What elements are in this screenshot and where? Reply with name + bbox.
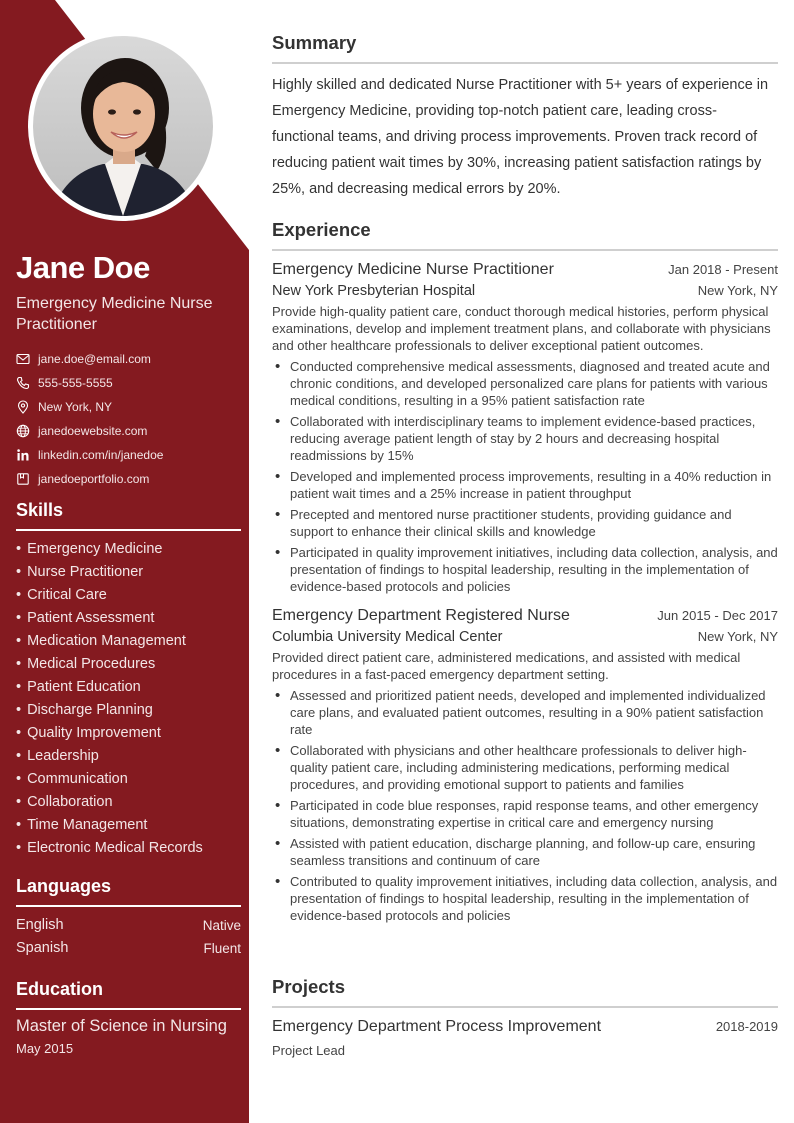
skill-item: • Leadership (16, 745, 241, 768)
skill-item: • Emergency Medicine (16, 538, 241, 561)
skill-item: • Electronic Medical Records (16, 837, 241, 860)
skill-item: • Time Management (16, 814, 241, 837)
contact-phone-text: 555-555-5555 (38, 376, 113, 390)
projects-heading: Projects (272, 976, 778, 1008)
list-item: • Contributed to quality improvement initiatives, including data collection, analysis, and presentation of findings to hospital leadership, resulting in the implementation of evidence-based protocols and policies (272, 873, 778, 924)
projects-section (272, 976, 778, 1059)
education-date: May 2015 (16, 1041, 74, 1056)
list-item: • Developed and implemented process improvements, resulting in a 40% reduction in patient wait times and a 25% increase in patient throughput (272, 468, 778, 502)
job-title: Emergency Medicine Nurse Practitioner (272, 261, 554, 278)
summary-heading: Summary (272, 32, 778, 64)
skill-item: • Patient Assessment (16, 607, 241, 630)
contact-portfolio-text: janedoeportfolio.com (38, 472, 150, 486)
job-company: Columbia University Medical Center (272, 629, 503, 645)
job-description: Provide high-quality patient care, conduct thorough medical histories, perform physical examinations, develop and implement treatment plans, and collaborate with physicians and other healthcare professionals to deliver exceptional patient outcomes. (272, 304, 771, 353)
contact-email-text: jane.doe@email.com (38, 352, 151, 366)
job-location: New York, NY (697, 283, 778, 298)
contact-linkedin[interactable] (16, 443, 241, 467)
summary-section (272, 32, 778, 202)
job-date: Jan 2018 - Present (668, 262, 778, 277)
list-item: • Participated in code blue responses, rapid response teams, and other emergency situations, demonstrating expertise in critical care and emergency nursing (272, 797, 778, 831)
list-item: • Assisted with patient education, discharge planning, and follow-up care, ensuring seamless transitions and continuum of care (272, 835, 778, 869)
contact-website[interactable] (16, 419, 241, 443)
contact-location (16, 395, 241, 419)
sidebar (0, 0, 249, 1123)
contact-phone[interactable] (16, 371, 241, 395)
skill-item: • Communication (16, 768, 241, 791)
skill-item: • Collaboration (16, 791, 241, 814)
contact-portfolio[interactable] (16, 467, 241, 491)
candidate-name: Jane Doe (16, 250, 150, 285)
education-degree: Master of Science in Nursing (16, 1017, 227, 1035)
list-item: • Conducted comprehensive medical assessments, diagnosed and treated acute and chronic conditions, and developed personalized care plans for patients with various medical conditions, resulting in a 95% patient satisfaction rate (272, 358, 778, 409)
job-location: New York, NY (697, 629, 778, 644)
contact-list (16, 347, 241, 491)
list-item: • Collaborated with physicians and other healthcare professionals to deliver high-quality patient care, including administering medications, performing medical procedures, and providing emotional support to patients and families (272, 742, 778, 793)
contact-location-text: New York, NY (38, 400, 113, 414)
portfolio-icon (16, 472, 30, 486)
avatar (33, 36, 213, 216)
project-role: Project Lead (272, 1043, 345, 1058)
contact-website-text: janedoewebsite.com (38, 424, 148, 438)
skill-item: • Medical Procedures (16, 653, 241, 676)
job-bullets (272, 687, 778, 924)
email-icon (16, 352, 30, 366)
profile-photo-frame (28, 31, 218, 221)
job-title: Emergency Department Registered Nurse (272, 607, 570, 624)
job-entry (272, 607, 778, 924)
list-item: • Collaborated with interdisciplinary teams to implement evidence-based practices, reducing average patient length of stay by 2 hours and decreasing hospital readmissions by 15% (272, 413, 778, 464)
phone-icon (16, 376, 30, 390)
skill-item: • Critical Care (16, 584, 241, 607)
job-description: Provided direct patient care, administered medications, and assisted with medical procedures in a fast-paced emergency department setting. (272, 650, 741, 682)
candidate-headline: Emergency Medicine Nurse Practitioner (16, 295, 213, 333)
skill-item: • Medication Management (16, 630, 241, 653)
skills-section (16, 500, 241, 860)
location-pin-icon (16, 400, 30, 414)
job-date: Jun 2015 - Dec 2017 (657, 608, 778, 623)
job-company: New York Presbyterian Hospital (272, 283, 476, 299)
job-entry (272, 261, 778, 595)
languages-section (16, 876, 241, 960)
project-title: Emergency Department Process Improvement (272, 1018, 602, 1035)
linkedin-icon (16, 448, 30, 462)
experience-section (272, 219, 778, 928)
education-section (16, 979, 241, 1056)
language-row (16, 914, 241, 937)
job-bullets (272, 358, 778, 595)
experience-heading: Experience (272, 219, 778, 251)
skills-heading: Skills (16, 500, 241, 531)
language-level: Native (202, 918, 241, 933)
summary-text: Highly skilled and dedicated Nurse Practitioner with 5+ years of experience in Emergency Medicine, providing top-notch patient care, leading cross-functional teams, and driving process improvements. Proven track record of reducing patient wait times by 30%, increasing patient satisfaction ratings by 25%, and decreasing medical errors by 20%. (272, 77, 769, 197)
list-item: • Precepted and mentored nurse practitioner students, providing guidance and support to enhance their clinical skills and knowledge (272, 506, 778, 540)
education-heading: Education (16, 979, 241, 1010)
skill-item: • Nurse Practitioner (16, 561, 241, 584)
globe-icon (16, 424, 30, 438)
contact-linkedin-text: linkedin.com/in/janedoe (38, 448, 164, 462)
project-date: 2018-2019 (715, 1019, 778, 1034)
language-level: Fluent (203, 941, 241, 956)
list-item: • Assessed and prioritized patient needs, developed and implemented individualized care plans, and evaluated patient outcomes, resulting in a 90% patient satisfaction rate (272, 687, 778, 738)
skill-item: • Quality Improvement (16, 722, 241, 745)
languages-heading: Languages (16, 876, 241, 907)
language-row (16, 937, 241, 960)
skill-item: • Discharge Planning (16, 699, 241, 722)
project-entry (272, 1018, 778, 1059)
language-name: English (16, 917, 64, 933)
language-name: Spanish (16, 940, 69, 956)
list-item: • Participated in quality improvement initiatives, including data collection, analysis, and presentation of findings to hospital leadership, resulting in the implementation of evidence-based protocols and policies (272, 544, 778, 595)
contact-email[interactable] (16, 347, 241, 371)
skill-item: • Patient Education (16, 676, 241, 699)
skills-list (16, 538, 241, 860)
